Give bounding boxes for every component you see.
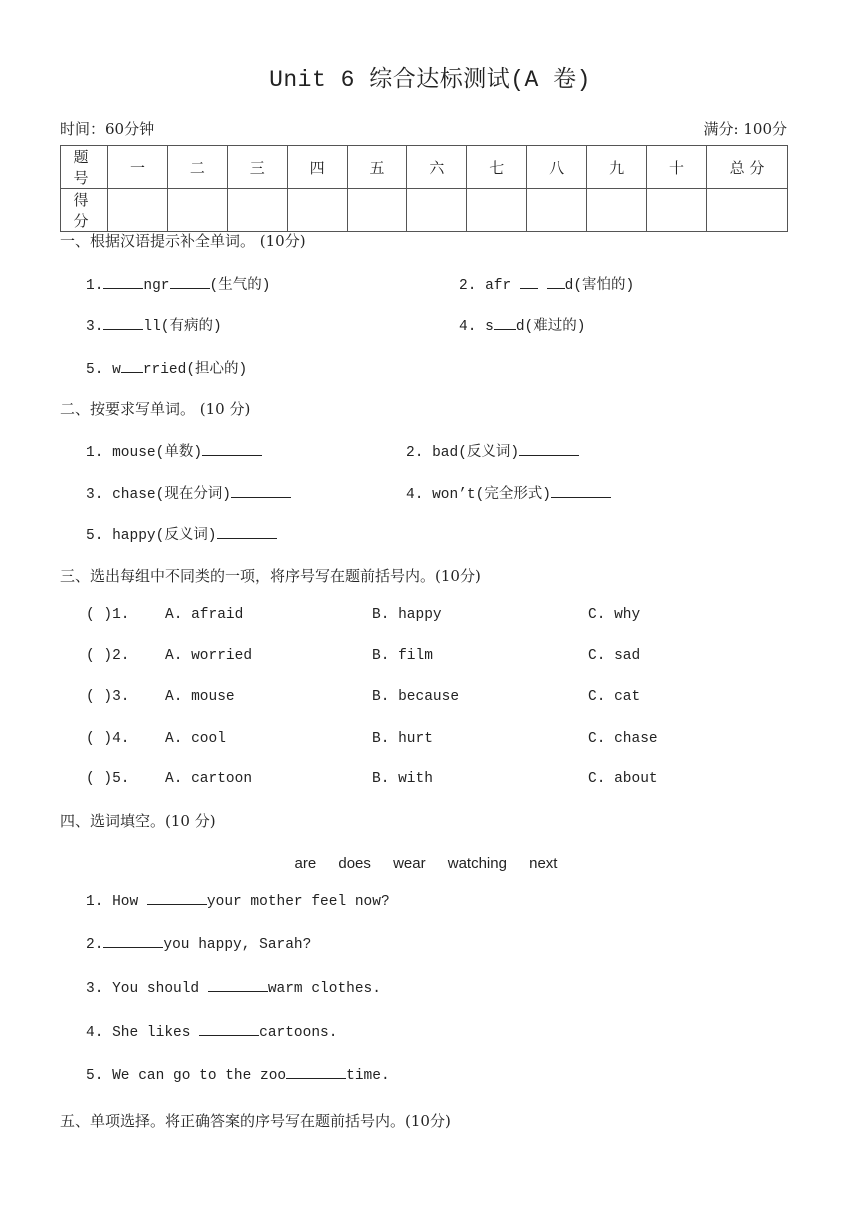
word-bank-item: does	[338, 855, 371, 872]
section-5-heading: 五、单项选择。将正确答案的序号写在题前括号内。(10分)	[60, 1112, 451, 1130]
option-b: B. film	[372, 648, 433, 664]
score-input-cell[interactable]	[527, 189, 587, 232]
question-text: 2. bad(反义词)	[406, 445, 520, 461]
score-input-cell[interactable]	[227, 189, 287, 232]
word-hint: ll(有病的)	[143, 319, 222, 335]
list-item	[86, 933, 311, 953]
item-number: 4.	[459, 319, 477, 335]
list-item	[86, 314, 222, 335]
question-text: your mother feel now?	[206, 894, 390, 910]
option-c: C. cat	[588, 689, 641, 705]
list-item	[406, 482, 611, 503]
question-text: cartoons.	[259, 1025, 338, 1041]
score-input-cell[interactable]	[587, 189, 647, 232]
option-a: A. cool	[165, 731, 226, 747]
answer-blank[interactable]	[231, 483, 291, 498]
option-a: A. cartoon	[165, 771, 253, 787]
table-cell: 七	[467, 146, 527, 189]
list-item	[86, 890, 390, 910]
list-item	[86, 1064, 390, 1084]
score-input-cell[interactable]	[707, 189, 788, 232]
list-item	[86, 440, 262, 461]
answer-paren[interactable]: ( )5.	[86, 771, 130, 787]
score-input-cell[interactable]	[167, 189, 227, 232]
answer-blank[interactable]	[147, 890, 207, 905]
option-c: C. about	[588, 771, 658, 787]
answer-blank[interactable]	[103, 315, 143, 330]
list-item	[86, 273, 270, 294]
word-hint: (生气的)	[209, 278, 271, 294]
answer-paren[interactable]: ( )3.	[86, 689, 130, 705]
question-text: warm clothes.	[267, 981, 381, 997]
table-cell: 四	[287, 146, 347, 189]
table-cell: 六	[407, 146, 467, 189]
answer-blank[interactable]	[103, 933, 163, 948]
word-hint: d(害怕的)	[564, 278, 635, 294]
score-table-header-row	[61, 146, 788, 189]
word-bank-item: next	[529, 855, 558, 872]
score-table	[60, 145, 788, 232]
table-cell: 二	[167, 146, 227, 189]
word-bank-item: are	[294, 855, 317, 872]
question-text: you happy, Sarah?	[163, 937, 312, 953]
item-number: 3.	[86, 319, 104, 335]
option-b: B. hurt	[372, 731, 433, 747]
option-c: C. sad	[588, 648, 641, 664]
score-input-cell[interactable]	[287, 189, 347, 232]
answer-paren[interactable]: ( )1.	[86, 607, 130, 623]
table-cell: 十	[647, 146, 707, 189]
answer-blank[interactable]	[208, 977, 268, 992]
list-item	[86, 977, 381, 997]
answer-blank[interactable]	[170, 274, 210, 289]
list-item	[86, 357, 247, 378]
section-4-heading: 四、选词填空。(10 分)	[60, 812, 216, 830]
question-text: 3. You should	[86, 981, 208, 997]
question-text: 4. won’t(完全形式)	[406, 487, 552, 503]
table-cell: 得 分	[61, 189, 108, 232]
table-cell: 总 分	[707, 146, 788, 189]
word-fragment: afr	[485, 278, 512, 294]
list-item	[86, 523, 277, 544]
question-text: 5. happy(反义词)	[86, 528, 217, 544]
answer-blank[interactable]	[202, 441, 262, 456]
option-b: B. because	[372, 689, 460, 705]
page-title: Unit 6 综合达标测试(A 卷)	[269, 67, 591, 93]
question-text: 2.	[86, 937, 104, 953]
option-c: C. chase	[588, 731, 658, 747]
answer-blank[interactable]	[551, 483, 611, 498]
question-text: 3. chase(现在分词)	[86, 487, 232, 503]
answer-blank[interactable]	[520, 274, 538, 289]
section-2-heading: 二、按要求写单词。 (10 分)	[60, 400, 251, 418]
answer-blank[interactable]	[121, 358, 143, 373]
answer-paren[interactable]: ( )4.	[86, 731, 130, 747]
question-text: 4. She likes	[86, 1025, 200, 1041]
answer-blank[interactable]	[103, 274, 143, 289]
option-c: C. why	[588, 607, 641, 623]
answer-blank[interactable]	[494, 315, 516, 330]
answer-blank[interactable]	[217, 524, 277, 539]
word-hint: d(难过的)	[515, 319, 586, 335]
word-bank-item: wear	[393, 855, 426, 872]
option-b: B. with	[372, 771, 433, 787]
item-number: 2.	[459, 278, 477, 294]
word-bank	[0, 855, 852, 872]
time-limit: 时间：60分钟	[60, 120, 155, 138]
list-item	[86, 1021, 337, 1041]
option-b: B. happy	[372, 607, 442, 623]
word-bank-item: watching	[447, 855, 507, 872]
score-input-cell[interactable]	[467, 189, 527, 232]
option-a: A. mouse	[165, 689, 235, 705]
table-cell: 题 号	[61, 146, 108, 189]
word-fragment: ngr	[143, 278, 170, 294]
score-input-cell[interactable]	[647, 189, 707, 232]
item-number: 5.	[86, 362, 104, 378]
question-text: 5. We can go to the zoo	[86, 1068, 287, 1084]
word-fragment: w	[112, 362, 121, 378]
answer-paren[interactable]: ( )2.	[86, 648, 130, 664]
table-cell: 九	[587, 146, 647, 189]
word-hint: rried(担心的)	[142, 362, 248, 378]
score-input-cell[interactable]	[108, 189, 168, 232]
answer-blank[interactable]	[286, 1064, 346, 1079]
item-number: 1.	[86, 278, 104, 294]
word-fragment: s	[485, 319, 494, 335]
answer-blank[interactable]	[519, 441, 579, 456]
question-text: 1. mouse(单数)	[86, 445, 203, 461]
option-a: A. worried	[165, 648, 253, 664]
answer-blank[interactable]	[199, 1021, 259, 1036]
list-item	[86, 482, 291, 503]
option-a: A. afraid	[165, 607, 244, 623]
section-1-heading: 一、根据汉语提示补全单词。 (10分)	[60, 232, 306, 250]
list-item	[406, 440, 579, 461]
list-item	[459, 314, 585, 335]
section-3-heading: 三、选出每组中不同类的一项，将序号写在题前括号内。(10分)	[60, 567, 481, 585]
score-table-score-row	[61, 189, 788, 232]
table-cell: 五	[347, 146, 407, 189]
full-score: 满分: 100分	[703, 120, 787, 138]
score-input-cell[interactable]	[347, 189, 407, 232]
question-text: 1. How	[86, 894, 147, 910]
score-input-cell[interactable]	[407, 189, 467, 232]
list-item	[459, 273, 634, 294]
table-cell: 一	[108, 146, 168, 189]
question-text: time.	[346, 1068, 390, 1084]
answer-blank[interactable]	[547, 274, 565, 289]
table-cell: 三	[227, 146, 287, 189]
table-cell: 八	[527, 146, 587, 189]
